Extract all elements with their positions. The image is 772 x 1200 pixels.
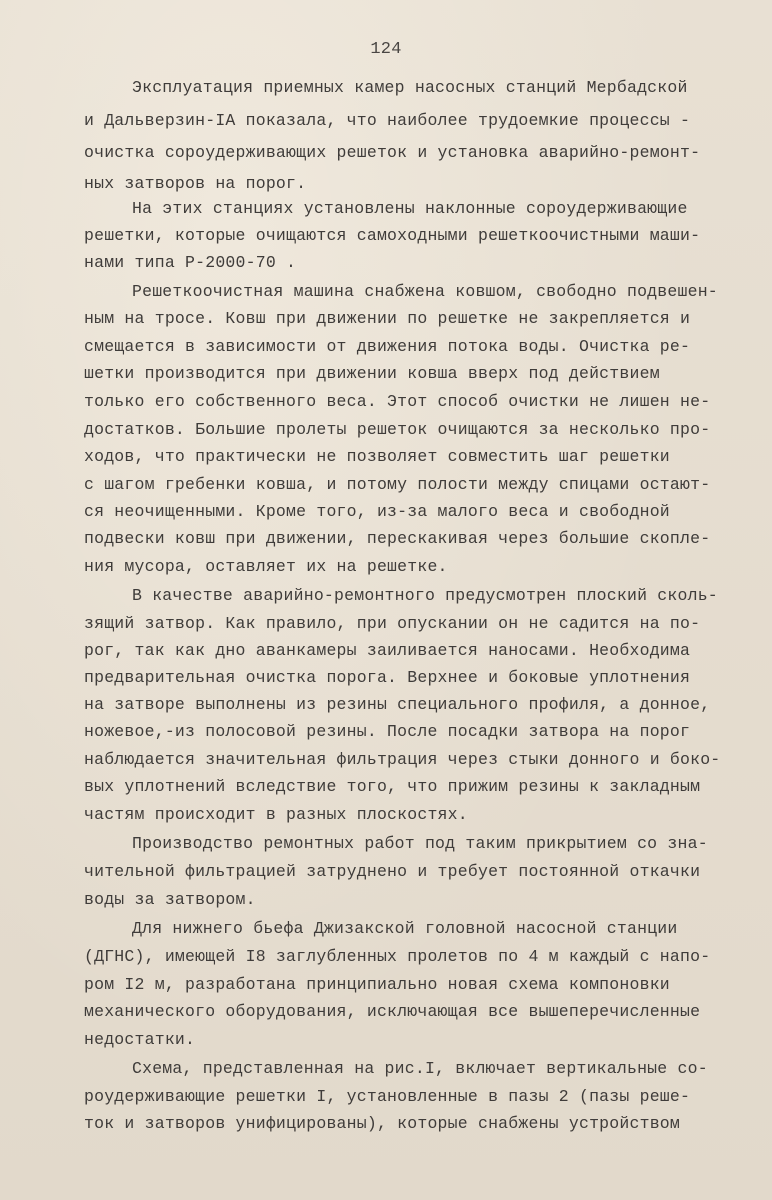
text-line: Схема, представленная на рис.I, включает вертикальные со- [132,1059,708,1078]
text-line: На этих станциях установлены наклонные сороудерживающие [132,199,688,218]
text-line: ножевое,-из полосовой резины. После посадки затвора на порог [84,722,691,741]
text-line: шетки производится при движении ковша вверх под действием [84,364,660,383]
text-line: Производство ремонтных работ под таким прикрытием со зна- [132,834,708,853]
text-line: смещается в зависимости от движения потока воды. Очистка ре- [84,337,691,356]
text-line: и Дальверзин-IA показала, что наиболее трудоемкие процессы - [84,111,691,130]
text-line: роудерживающие решетки I, установленные в пазы 2 (пазы реше- [84,1087,691,1106]
text-line: с шагом гребенки ковша, и потому полости между спицами остают- [84,475,711,494]
text-line: наблюдается значительная фильтрация через стыки донного и боко- [84,750,721,769]
text-line: Эксплуатация приемных камер насосных станций Мербадской [132,78,688,97]
text-line: рог, так как дно аванкамеры заиливается наносами. Необходима [84,641,691,660]
text-line: достатков. Большие пролеты решеток очищаются за несколько про- [84,420,711,439]
text-line: нами типа Р-2000-70 . [84,253,297,272]
text-line: ся неочищенными. Кроме того, из-за малого веса и свободной [84,502,670,521]
text-line: механического оборудования, исключающая все вышеперечисленные [84,1002,701,1021]
text-line: ным на тросе. Ковш при движении по решетке не закрепляется и [84,309,691,328]
text-line: ток и затворов унифицированы), которые снабжены устройством [84,1114,680,1133]
text-line: недостатки. [84,1030,196,1049]
text-line: зящий затвор. Как правило, при опускании он не садится на по- [84,614,701,633]
text-line: подвески ковш при движении, перескакивая через большие скопле- [84,529,711,548]
text-line: только его собственного веса. Этот способ очистки не лишен не- [84,392,711,411]
text-line: чительной фильтрацией затруднено и требует постоянной откачки [84,862,701,881]
text-line: вых уплотнений вследствие того, что прижим резины к закладным [84,777,701,796]
text-line: Для нижнего бьефа Джизакской головной насосной станции [132,919,678,938]
text-line: ром I2 м, разработана принципиально новая схема компоновки [84,975,670,994]
text-line: решетки, которые очищаются самоходными решеткоочистными маши- [84,226,701,245]
text-line: ных затворов на порог. [84,174,307,193]
text-line: на затворе выполнены из резины специального профиля, а донное, [84,695,711,714]
page-number: 124 [370,40,402,59]
text-line: частям происходит в разных плоскостях. [84,805,468,824]
text-line: (ДГНС), имеющей I8 заглубленных пролетов по 4 м каждый с напо- [84,947,711,966]
text-line: ния мусора, оставляет их на решетке. [84,557,448,576]
text-line: очистка сороудерживающих решеток и установка аварийно-ремонт- [84,143,701,162]
text-line: В качестве аварийно-ремонтного предусмотрен плоский сколь- [132,586,718,605]
text-line: предварительная очистка порога. Верхнее и боковые уплотнения [84,668,691,687]
text-line: Решеткоочистная машина снабжена ковшом, свободно подвешен- [132,282,718,301]
text-line: воды за затвором. [84,890,256,909]
text-line: ходов, что практически не позволяет совместить шаг решетки [84,447,670,466]
